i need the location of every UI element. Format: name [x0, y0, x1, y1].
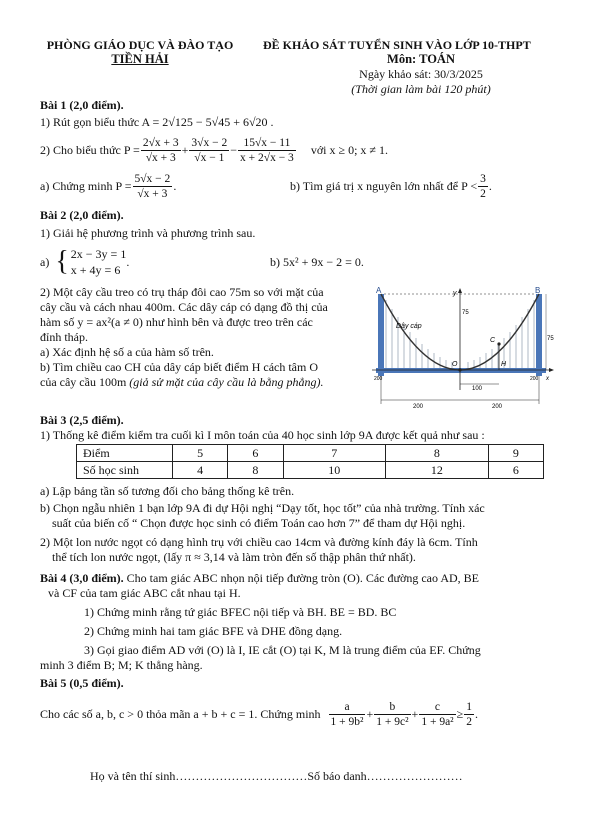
bai5-title: Bài 5 (0,5 điểm).: [40, 676, 124, 690]
table-row: [77, 462, 544, 479]
bai2-q2-text: [40, 285, 328, 390]
y-axis-arrow-icon: [458, 288, 462, 293]
label-h: H: [501, 361, 507, 368]
frac-num: b: [374, 700, 410, 715]
bai2-qb: b) 5x² + 9x − 2 = 0.: [270, 255, 364, 269]
table-row: [77, 445, 544, 462]
bai1-q2: 2) Cho biểu thức P = $\frac{2√x + 3}{√x + 3}$ + $\frac{3√x - 2}{√x - 1}$ − $\frac{15√x - 11}{x + 2√x - 3}$ với x ≥ 0; x ≠ 1.: [40, 136, 388, 164]
label-plus200: 200: [530, 376, 539, 382]
frac-den: 1 + 9b²: [330, 715, 364, 728]
frac-den: √x − 1: [194, 151, 225, 164]
point-c: [497, 342, 500, 345]
right-tower: [536, 294, 542, 376]
bai5-frac2: [374, 700, 410, 729]
bai1-qb-prefix: b) Tìm giá trị x nguyên lớn nhất để P <: [290, 178, 478, 193]
text-line: 2) Một cây cầu treo có trụ tháp đôi cao 75m so với mặt của: [40, 285, 324, 299]
text-line: hàm số y = ax²(a ≠ 0) như hình bên và được treo trên các: [40, 315, 313, 329]
text-line: a) Xác định hệ số a của hàm số trên.: [40, 345, 214, 359]
bai5-statement: Cho các số a, b, c > 0 thỏa mãn a + b + c = 1. Chứng minh $\frac{a}{\text{1 + 9b²}}$ + $\frac{b}{\text{1 + 9c²}}$ + $\frac{c}{\text{1 + 9a²}}$ ≥ $\frac{1}{2}$ .: [40, 700, 478, 728]
bai3-q2-line1: 2) Một lon nước ngọt có dạng hình trụ với chiều cao 14cm và đường kính đáy là 6cm. Tính: [40, 535, 478, 549]
exam-subject: Môn: TOÁN: [387, 52, 455, 66]
bai1-q2-condition: với x ≥ 0; x ≠ 1.: [310, 142, 388, 157]
bai4-q3-line2: minh 3 điểm B; M; K thẳng hàng.: [40, 658, 203, 672]
bai2-q1: 1) Giải hệ phương trình và phương trình sau.: [40, 226, 256, 240]
bai4-q3-line1: 3) Gọi giao điểm AD với (O) là I, IE cắt (O) tại K, M là trung điểm của EF. Chứng: [84, 643, 481, 657]
label-minus200: 200: [374, 376, 383, 382]
bai1-title: Bài 1 (2,0 điểm).: [40, 98, 124, 112]
bai1-qa-prefix: a) Chứng minh P =: [40, 178, 132, 193]
bai1-q2-term2: [189, 136, 229, 165]
table-cell: Điểm: [77, 445, 173, 462]
table-cell: 9: [488, 445, 543, 462]
label-c: C: [490, 337, 496, 344]
bai5-end: .: [474, 706, 478, 721]
bai2-title: Bài 2 (2,0 điểm).: [40, 208, 124, 222]
table-cell: 4: [173, 462, 228, 479]
frac-den: 2: [466, 715, 472, 728]
x-axis-arrow-icon: [549, 368, 554, 372]
exam-date: Ngày khảo sát: 30/3/2025: [359, 67, 483, 81]
bai4-title: Bài 4 (3,0 điểm).: [40, 571, 124, 585]
bai1-q2-term3: [238, 136, 296, 165]
frac-den: √x + 3: [145, 151, 176, 164]
bai2-qa-label: a): [40, 254, 50, 269]
left-tower: [378, 294, 384, 376]
label-a: A: [376, 286, 382, 295]
score-table: [76, 444, 544, 479]
bai5-prefix: Cho các số a, b, c > 0 thỏa mãn a + b + c = 1. Chứng minh: [40, 706, 321, 721]
table-cell: 12: [386, 462, 489, 479]
bai5-frac3: [419, 700, 455, 729]
bai1-q1: 1) Rút gọn biểu thức A = 2√125 − 5√45 + 6√20 .: [40, 115, 274, 129]
bai1-qa-fraction: [133, 172, 173, 201]
frac-num: c: [419, 700, 455, 715]
frac-den: x + 2√x − 3: [240, 151, 294, 164]
bai5-rhs: [464, 700, 474, 729]
bai4-intro-line2: và CF của tam giác ABC cắt nhau tại H.: [48, 586, 241, 600]
text-line: [40, 375, 328, 390]
org-name: PHÒNG GIÁO DỤC VÀ ĐÀO TẠO: [46, 38, 234, 52]
table-cell: Số học sinh: [77, 462, 173, 479]
label-cable: Dây cáp: [396, 323, 422, 330]
exam-title: ĐỀ KHẢO SÁT TUYỂN SINH VÀO LỚP 10-THPT: [263, 38, 531, 52]
frac-num: 1: [466, 700, 472, 713]
bai5-ge: ≥: [456, 706, 464, 721]
table-cell: 10: [283, 462, 386, 479]
bai1-qa: a) Chứng minh P = $\frac{5√x - 2}{√x + 3}$ .: [40, 172, 177, 200]
bai5-frac1: [329, 700, 366, 729]
bai4-q2: 2) Chứng minh hai tam giác BFE và DHE đồng dạng.: [84, 624, 343, 638]
point-o: [458, 368, 461, 371]
frac-den: 1 + 9c²: [376, 715, 409, 728]
exam-duration: (Thời gian làm bài 120 phút): [351, 82, 491, 96]
label-o: O: [452, 361, 458, 368]
frac-den: √x + 3: [137, 187, 168, 200]
bai1-qb: b) Tìm giá trị x nguyên lớn nhất để P < $\frac{3}{2}$ .: [290, 172, 492, 200]
bai4-q1: 1) Chứng minh rằng tứ giác BFEC nội tiếp và BH. BE = BD. BC: [84, 605, 397, 619]
bai3-qb-line2: suất của biến cố “ Chọn được học sinh có điểm Toán cao hơn 7” để tham dự Hội nghị.: [52, 516, 466, 530]
frac-num: a: [329, 700, 366, 715]
bai4-intro: [40, 571, 479, 586]
label-75-top: 75: [462, 310, 469, 316]
bai2-q2-note: (giả sử mặt của cây cầu là bằng phẳng).: [129, 375, 324, 389]
label-100: 100: [472, 386, 483, 392]
label-75-right: 75: [547, 336, 554, 342]
bai3-qb-line1: b) Chọn ngẫu nhiên 1 bạn lớp 9A đi dự Hội nghị “Dạy tốt, học tốt” của nhà trường. Tính xác: [40, 501, 485, 515]
bai1-qb-fraction: [478, 172, 488, 201]
text-line: đỉnh tháp.: [40, 330, 88, 344]
table-cell: 5: [173, 445, 228, 462]
bai3-title: Bài 3 (2,5 điểm).: [40, 413, 124, 427]
bai1-q2-term1: [141, 136, 181, 165]
frac-num: 2√x + 3: [142, 136, 179, 149]
label-200-right: 200: [492, 404, 503, 410]
label-y: y: [453, 290, 457, 297]
table-cell: 8: [386, 445, 489, 462]
bai3-q1: 1) Thống kê điểm kiểm tra cuối kì I môn toán của 40 học sinh lớp 9A được kết quả như sau :: [40, 428, 485, 442]
text-line-part: của cây cầu 100m: [40, 375, 127, 389]
brace-icon: {: [55, 246, 69, 277]
label-200-left: 200: [413, 404, 424, 410]
table-cell: 7: [283, 445, 386, 462]
bai1-q2-prefix: 2) Cho biểu thức P =: [40, 142, 140, 157]
bai3-q2-line2: thể tích lon nước ngọt, (lấy π ≈ 3,14 và làm tròn đến số thập phân thứ nhất).: [52, 550, 416, 564]
system-eq1: 2x − 3y = 1: [70, 247, 127, 261]
bai4-intro-text: Cho tam giác ABC nhọn nội tiếp đường tròn (O). Các đường cao AD, BE: [123, 571, 479, 585]
table-cell: 6: [228, 445, 283, 462]
frac-num: 5√x − 2: [134, 172, 171, 185]
frac-num: 3: [480, 172, 486, 185]
org-district: TIỀN HẢI: [111, 52, 169, 66]
label-x: x: [546, 376, 549, 382]
label-b: B: [535, 286, 541, 295]
frac-den: 1 + 9a²: [421, 715, 454, 728]
bai2-system: a) { 2x − 3y = 1 x + 4y = 6 .: [40, 246, 130, 277]
frac-den: 2: [480, 187, 486, 200]
text-line: b) Tìm chiều cao CH của dây cáp biết điểm H cách tâm O: [40, 360, 319, 374]
table-cell: 6: [488, 462, 543, 479]
text-line: cây cầu và cách nhau 400m. Các dây cáp có dạng đồ thị của: [40, 300, 328, 314]
bridge-figure: [368, 286, 554, 412]
candidate-info-line: Họ và tên thí sinh……………………………Số báo danh……………………: [90, 769, 463, 783]
bai3-qa: a) Lập bảng tần số tương đối cho bảng thống kê trên.: [40, 484, 295, 498]
system-eq2: x + 4y = 6: [70, 263, 121, 277]
frac-num: 15√x − 11: [238, 136, 296, 151]
table-cell: 8: [228, 462, 283, 479]
frac-num: 3√x − 2: [191, 136, 228, 149]
